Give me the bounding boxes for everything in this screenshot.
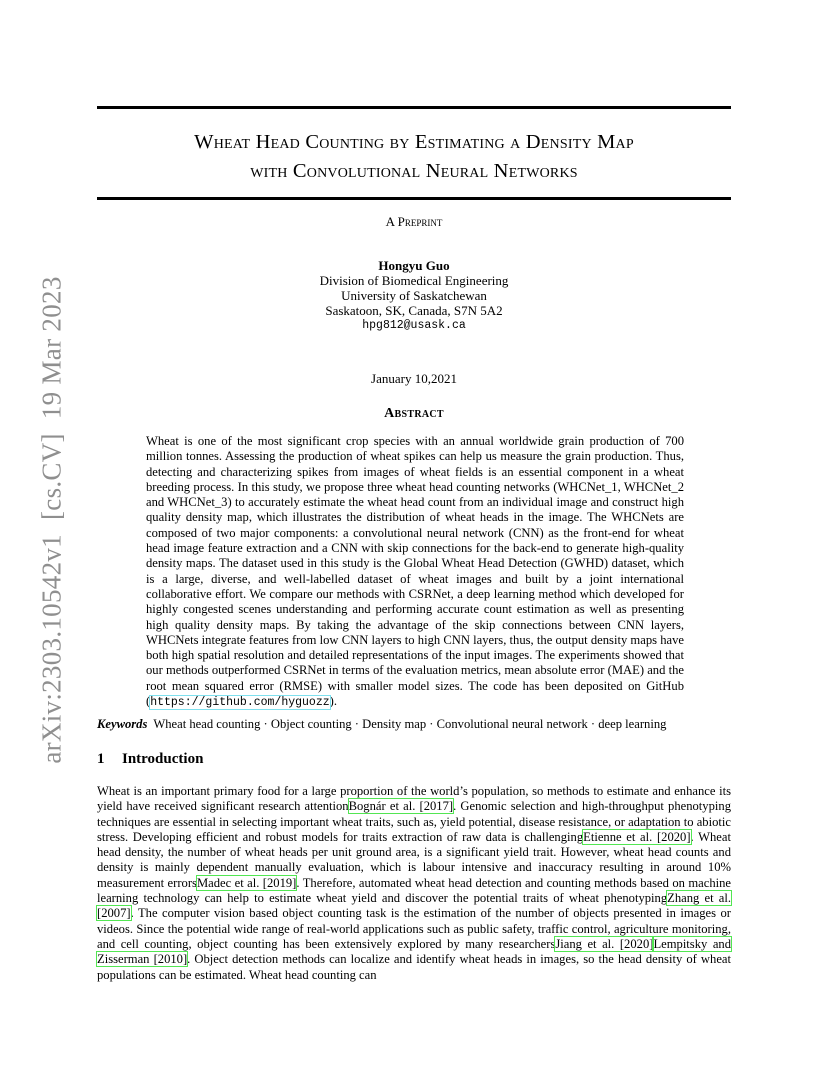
intro-text-2: . Genomic selection and high-throughput phenotyping techniques are essential in selecting important wheat traits, such as, yield potential, disease resistance, or adaptation to abiotic stress. Developing efficient and robust models for traits extraction of raw data is challenging	[97, 799, 731, 844]
citation-bognar[interactable]	[349, 799, 453, 813]
intro-text-4: . Therefore, automated wheat head detection and counting methods based on machine learning technology can help to estimate wheat yield and discover the potential traits of wheat phenotyping	[97, 875, 732, 906]
citation-zhang-authors: Zhang et al.	[667, 891, 732, 906]
paper-date: January 10,2021	[371, 371, 457, 386]
citation-lempitsky-authors: Lempitsky and Zisserman	[97, 936, 732, 967]
author-block	[97, 258, 731, 333]
citation-bognar-authors: Bognár et al.	[348, 799, 416, 814]
author-address: Saskatoon, SK, Canada, S7N 5A2	[325, 303, 503, 318]
abstract-heading: Abstract	[384, 406, 444, 421]
section-heading	[97, 751, 203, 768]
intro-text-5: . The computer vision based object counting task is the estimation of the number of objects presented in images or videos. Since the potential wide range of real-world applications such as public safety, traffic control, agriculture monitoring, and cell counting, object counting has been extensively explored by many researchers	[97, 906, 731, 951]
arxiv-sidebar-stamp	[37, 276, 68, 763]
citation-jiang-authors: Jiang et al.	[555, 936, 615, 951]
intro-text-3: . Wheat head density, the number of wheat heads per unit ground area, is a significant yield trait. However, wheat head counts and density is mainly dependent manually evaluation, which is labour intensive and inaccuracy resulting in around 10% measurement errors	[97, 829, 731, 890]
citation-etienne[interactable]	[583, 830, 690, 844]
citation-jiang[interactable]	[555, 937, 653, 951]
keywords-label: Keywords	[97, 717, 148, 731]
keywords-line	[97, 717, 737, 732]
citation-madec-authors: Madec et al.	[196, 875, 260, 890]
arxiv-id: arXiv:2303.10542v1	[36, 534, 67, 764]
title-line-2: with Convolutional Neural Networks	[250, 160, 578, 182]
title-bottom-rule	[97, 197, 731, 200]
abstract-tail: ).	[329, 694, 337, 709]
arxiv-date: 19 Mar 2023	[36, 276, 67, 420]
author-university: University of Saskatchewan	[341, 288, 487, 303]
keywords-text: Wheat head counting · Object counting · Density map · Convolutional neural network · deep learning	[153, 717, 667, 731]
preprint-label: A Preprint	[385, 214, 443, 229]
paper-title	[97, 128, 731, 186]
citation-etienne-authors: Etienne et al.	[583, 829, 653, 844]
citation-madec-year: [2019]	[262, 875, 297, 890]
citation-zhang-year: [2007]	[97, 906, 131, 921]
title-top-rule	[97, 106, 731, 109]
title-line-1: Wheat Head Counting by Estimating a Density Map	[194, 131, 634, 153]
arxiv-category: [cs.CV]	[36, 433, 67, 520]
github-link[interactable]: https://github.com/hyguozz	[150, 696, 330, 710]
abstract-body	[146, 434, 684, 710]
citation-jiang-year: [2020]	[619, 936, 654, 951]
intro-text-6: . Object detection methods can localize and identify wheat heads in images, so the head density of wheat populations can be estimated. Wheat head counting can	[97, 952, 731, 982]
citation-lempitsky-year: [2010]	[153, 952, 188, 967]
section-title: Introduction	[122, 751, 204, 767]
author-name: Hongyu Guo	[378, 258, 450, 273]
citation-etienne-year: [2020]	[656, 829, 691, 844]
author-department: Division of Biomedical Engineering	[319, 273, 509, 288]
intro-paragraph	[97, 784, 731, 983]
citation-madec[interactable]	[197, 876, 296, 890]
section-number: 1	[97, 751, 105, 767]
intro-text-1: Wheat is an important primary food for a large proportion of the world’s population, so methods to estimate and enhance its yield have received significant research attention	[97, 784, 731, 814]
abstract-text: Wheat is one of the most significant crop species with an annual worldwide grain production of 700 million tonnes. Assessing the production of wheat spikes can help us measure the grain production. Thus, detecting and characterizing spikes from images of wheat fields is an essential component in a wheat breeding process. In this study, we propose three wheat head counting networks (WHCNet_1, WHCNet_2 and WHCNet_3) to accurately estimate the wheat head count from an individual image and construct high quality density map, which illustrates the distribution of wheat heads in the image. The WHCNets are composed of two major components: a convolutional neural network (CNN) as the front-end for wheat head image feature extraction and a CNN with skip connections for the back-end to generate high-quality density maps. The dataset used in this study is the Global Wheat Head Detection (GWHD) dataset, which is a large, diverse, and well-labelled dataset of wheat images and built by a joint international collaborative effort. We compare our methods with CSRNet, a deep learning method which developed for highly congested scenes understanding and performing accurate count estimation as well as presenting high quality density maps. By taking the advantage of the skip connections between CNN layers, WHCNets integrate features from low CNN layers to high CNN layers, thus, the output density maps have both high spatial resolution and detailed representations of the input images. The experiments showed that our methods outperformed CSRNet in terms of the evaluation metrics, mean absolute error (MAE) and the root mean squared error (RMSE) with smaller model sizes. The code has been deposited on GitHub (	[146, 434, 684, 709]
citation-bognar-year: [2017]	[419, 799, 454, 814]
author-email[interactable]: hpg812@usask.ca	[362, 319, 466, 332]
